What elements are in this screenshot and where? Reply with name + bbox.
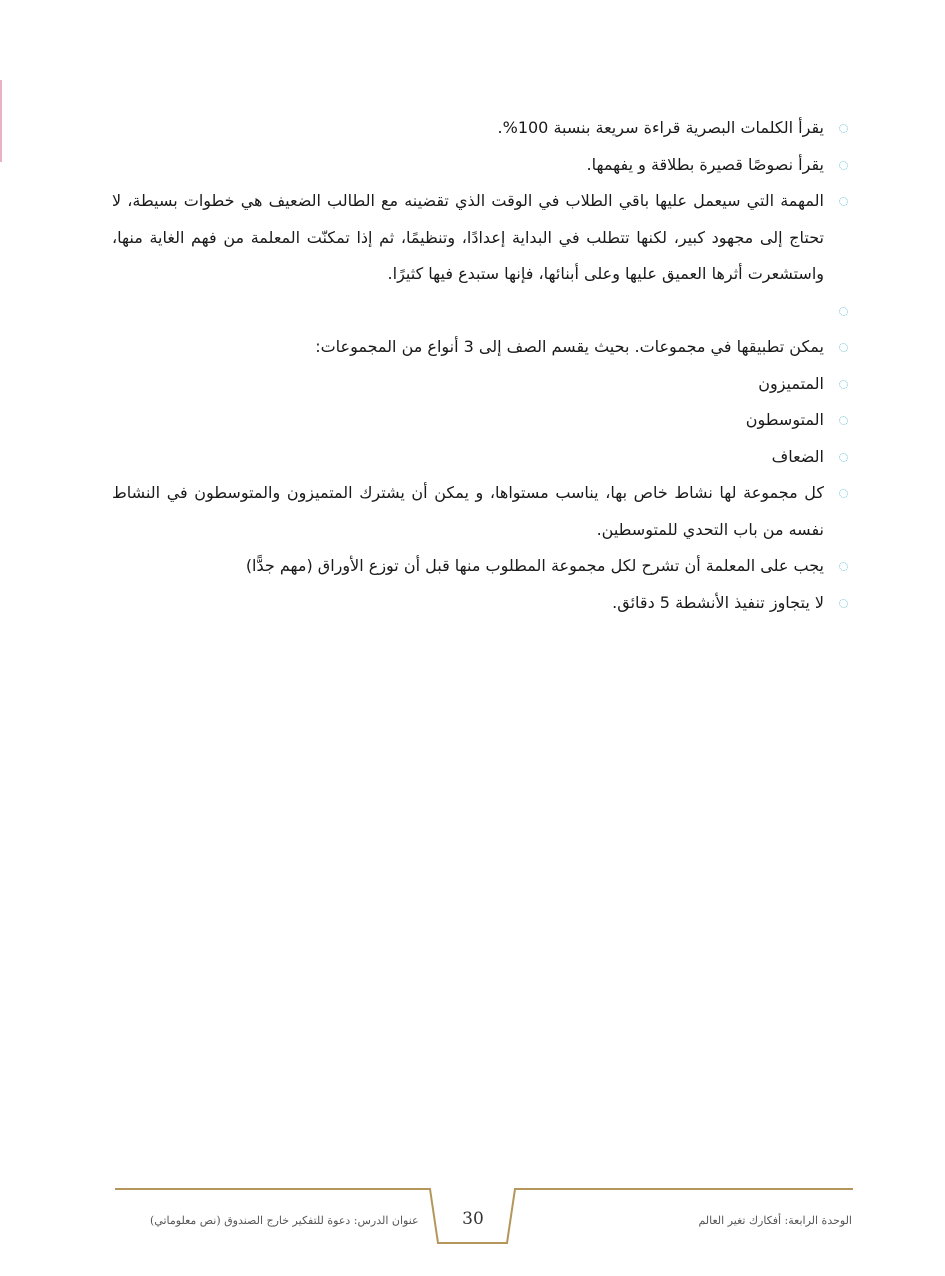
bullet-circle-icon: [839, 307, 848, 316]
list-item: [112, 147, 852, 184]
list-item: [112, 548, 852, 585]
bullet-circle-icon: [839, 562, 848, 571]
list-item: [112, 402, 852, 439]
document-body: [112, 110, 852, 621]
bullet-circle-icon: [839, 124, 848, 133]
list-item-text: لا يتجاوز تنفيذ الأنشطة 5 دقائق.: [612, 592, 824, 612]
list-item-empty: [112, 293, 852, 330]
bullet-circle-icon: [839, 343, 848, 352]
bullet-circle-icon: [839, 416, 848, 425]
page-edge-mark: [0, 80, 2, 162]
list-item: [112, 329, 852, 366]
list-item: [112, 110, 852, 147]
bullet-circle-icon: [839, 380, 848, 389]
bullet-circle-icon: [839, 161, 848, 170]
list-item-text: كل مجموعة لها نشاط خاص بها، يناسب مستواها، و يمكن أن يشترك المتميزون والمتوسطون في النشاط نفسه من باب التحدي للمتوسطين.: [112, 483, 824, 539]
bullet-list: [112, 110, 852, 621]
list-item-text: يقرأ نصوصًا قصيرة بطلاقة و يفهمها.: [586, 154, 824, 174]
list-item: [112, 366, 852, 403]
bullet-circle-icon: [839, 489, 848, 498]
lesson-title: عنوان الدرس: دعوة للتفكير خارج الصندوق (نص معلوماتي): [150, 1214, 419, 1227]
bullet-circle-icon: [839, 197, 848, 206]
unit-title: الوحدة الرابعة: أفكارك تغير العالم: [698, 1214, 852, 1227]
list-item-text: يجب على المعلمة أن تشرح لكل مجموعة المطلوب منها قبل أن توزع الأوراق (مهم جدًّا): [245, 556, 824, 575]
list-item: [112, 439, 852, 476]
bullet-circle-icon: [839, 453, 848, 462]
bullet-circle-icon: [839, 599, 848, 608]
page-footer: [0, 1180, 945, 1260]
page-number: 30: [462, 1209, 484, 1229]
list-item-text: الضعاف: [771, 446, 824, 466]
list-item-text: يمكن تطبيقها في مجموعات. بحيث يقسم الصف إلى 3 أنواع من المجموعات:: [315, 337, 824, 356]
list-item-text: يقرأ الكلمات البصرية قراءة سريعة بنسبة 100%.: [497, 118, 824, 137]
list-item: [112, 475, 852, 548]
list-item-text: المهمة التي سيعمل عليها باقي الطلاب في الوقت الذي تقضينه مع الطالب الضعيف هي خطوات بسيطة، لا تحتاج إلى مجهود كبير، لكنها تتطلب في البداية إعدادًا، وتنظيمًا، ثم إذا تمكنّت المعلمة من فهم الغاية منها، واستشعرت أثرها العميق عليها وعلى أبنائها، فإنها ستبدع فيها كثيرًا.: [112, 191, 824, 283]
list-item: [112, 585, 852, 622]
list-item-text: المتميزون: [758, 373, 824, 393]
list-item-text: المتوسطون: [745, 410, 824, 429]
list-item: [112, 183, 852, 293]
